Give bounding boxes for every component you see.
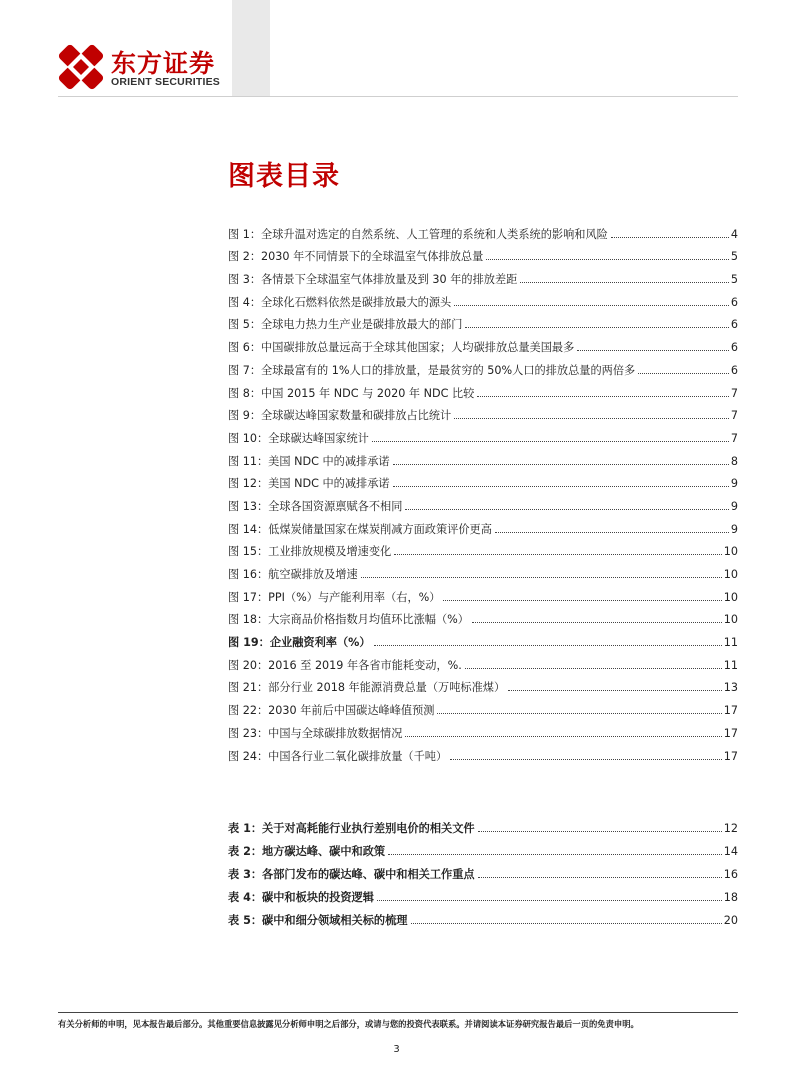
leader-dots <box>450 759 722 760</box>
figure-entry[interactable] <box>228 331 738 354</box>
figure-entry-page[interactable]: 7 <box>730 431 738 445</box>
figure-entry[interactable] <box>228 536 738 559</box>
figure-entry-page[interactable]: 17 <box>723 726 738 740</box>
figure-entry[interactable] <box>228 694 738 717</box>
header-divider <box>58 96 738 97</box>
logo-english-name: ORIENT SECURITIES <box>111 76 220 88</box>
leader-dots <box>486 259 729 260</box>
figure-entry-page[interactable]: 6 <box>730 318 738 332</box>
figure-entry-label[interactable]: 图 22：2030 年前后中国碳达峰峰值预测 <box>228 704 435 718</box>
figure-entry-page[interactable]: 5 <box>730 273 738 287</box>
figure-entry[interactable] <box>228 581 738 604</box>
figure-list <box>228 218 738 763</box>
table-entry-page[interactable]: 12 <box>723 822 738 836</box>
figure-entry-label[interactable]: 图 20：2016 至 2019 年各省市能耗变动，%. <box>228 658 462 672</box>
figure-entry-label[interactable]: 图 23：中国与全球碳排放数据情况 <box>228 726 403 740</box>
figure-entry-label[interactable]: 图 1：全球升温对选定的自然系统、人工管理的系统和人类系统的影响和风险 <box>228 227 608 241</box>
figure-entry-page[interactable]: 11 <box>723 636 738 650</box>
figure-entry-page[interactable]: 10 <box>723 568 738 581</box>
figure-entry-page[interactable]: 8 <box>730 454 738 468</box>
figure-entry[interactable] <box>228 604 738 627</box>
orient-logo-icon <box>58 44 104 90</box>
table-entry[interactable] <box>228 881 738 904</box>
table-entry-page[interactable]: 16 <box>723 868 738 882</box>
figure-entry[interactable] <box>228 740 738 763</box>
figure-entry-label[interactable]: 图 6：中国碳排放总量远高于全球其他国家；人均碳排放总量美国最多 <box>228 341 575 355</box>
figure-entry-label[interactable]: 图 21：部分行业 2018 年能源消费总量（万吨标准煤） <box>228 681 506 695</box>
leader-dots <box>520 282 729 283</box>
table-entry-page[interactable]: 20 <box>723 914 738 928</box>
leader-dots <box>361 577 722 578</box>
leader-dots <box>411 923 722 924</box>
company-logo <box>58 44 228 94</box>
figure-entry-page[interactable]: 9 <box>730 477 738 491</box>
leader-dots <box>394 554 722 555</box>
table-entry-label[interactable]: 表 4：碳中和板块的投资逻辑 <box>228 891 374 905</box>
figure-entry-label[interactable]: 图 17：PPI（%）与产能利用率（右，%） <box>228 590 441 604</box>
leader-dots <box>393 486 729 487</box>
figure-entry-label[interactable]: 图 2：2030 年不同情景下的全球温室气体排放总量 <box>228 250 484 264</box>
figure-entry-page[interactable]: 4 <box>730 227 738 241</box>
figure-entry-label[interactable]: 图 5：全球电力热力生产业是碳排放最大的部门 <box>228 318 463 332</box>
leader-dots <box>465 327 728 328</box>
figure-entry[interactable] <box>228 309 738 332</box>
leader-dots <box>495 532 729 533</box>
figure-entry-label[interactable]: 图 11：美国 NDC 中的减排承诺 <box>228 454 390 468</box>
leader-dots <box>611 237 729 238</box>
leader-dots <box>477 396 729 397</box>
header-gray-bar <box>232 0 270 96</box>
table-entry-page[interactable]: 14 <box>723 845 738 859</box>
figure-entry-label[interactable]: 图 7：全球最富有的 1%人口的排放量，是最贫穷的 50%人口的排放总量的两倍多 <box>228 363 636 377</box>
figure-entry-label[interactable]: 图 24：中国各行业二氧化碳排放量（千吨） <box>228 749 448 763</box>
table-entry[interactable] <box>228 858 738 881</box>
figure-entry[interactable] <box>228 263 738 286</box>
figure-entry-label[interactable]: 图 15：工业排放规模及增速变化 <box>228 545 392 559</box>
figure-entry-label[interactable]: 图 14：低煤炭储量国家在煤炭削减方面政策评价更高 <box>228 522 492 536</box>
leader-dots <box>478 877 722 878</box>
figure-entry[interactable] <box>228 649 738 672</box>
figure-entry-page[interactable]: 7 <box>730 386 738 400</box>
figure-entry[interactable] <box>228 241 738 264</box>
figure-entry-page[interactable]: 17 <box>723 749 738 763</box>
figure-entry-label[interactable]: 图 8：中国 2015 年 NDC 与 2020 年 NDC 比较 <box>228 386 475 400</box>
figure-entry-page[interactable]: 11 <box>723 658 738 672</box>
leader-dots <box>377 900 722 901</box>
leader-dots <box>465 668 722 669</box>
figure-entry-label[interactable]: 图 16：航空碳排放及增速 <box>228 568 358 581</box>
figure-entry-label[interactable]: 图 19：企业融资利率（%） <box>228 636 371 650</box>
figure-entry[interactable] <box>228 445 738 468</box>
leader-dots <box>472 622 722 623</box>
figure-entry-page[interactable]: 10 <box>723 545 738 559</box>
figure-entry[interactable] <box>228 717 738 740</box>
leader-dots <box>405 509 728 510</box>
figure-entry-label[interactable]: 图 13：全球各国资源禀赋各不相同 <box>228 499 403 513</box>
logo-chinese-name: 东方证券 <box>111 49 216 78</box>
figure-entry[interactable] <box>228 354 738 377</box>
figure-entry-page[interactable]: 6 <box>730 363 738 377</box>
figure-entry-page[interactable]: 9 <box>730 522 738 536</box>
table-entry[interactable] <box>228 904 738 927</box>
figure-entry[interactable] <box>228 286 738 309</box>
figure-entry-page[interactable]: 6 <box>730 341 738 355</box>
table-entry[interactable] <box>228 812 738 835</box>
table-entry-label[interactable]: 表 5：碳中和细分领域相关标的梳理 <box>228 914 408 928</box>
figure-entry-label[interactable]: 图 4：全球化石燃料依然是碳排放最大的源头 <box>228 295 452 309</box>
page-title: 图表目录 <box>228 161 340 192</box>
table-entry-label[interactable]: 表 3：各部门发布的碳达峰、碳中和相关工作重点 <box>228 868 475 882</box>
figure-entry-page[interactable]: 5 <box>730 250 738 264</box>
figure-entry[interactable] <box>228 422 738 445</box>
leader-dots <box>577 350 729 351</box>
leader-dots <box>454 418 729 419</box>
figure-entry[interactable] <box>228 468 738 491</box>
figure-entry-label[interactable]: 图 18：大宗商品价格指数月均值环比涨幅（%） <box>228 613 469 627</box>
figure-entry[interactable] <box>228 513 738 536</box>
figure-entry-page[interactable]: 6 <box>730 295 738 309</box>
footer-disclaimer: 有关分析师的申明，见本报告最后部分。其他重要信息披露见分析师申明之后部分，或请与您的投资代表联系。并请阅读本证券研究报告最后一页的免责申明。 <box>58 1019 639 1029</box>
table-entry-page[interactable]: 18 <box>723 891 738 905</box>
leader-dots <box>388 854 722 855</box>
figure-entry-label[interactable]: 图 10：全球碳达峰国家统计 <box>228 431 369 445</box>
figure-entry[interactable] <box>228 400 738 423</box>
table-entry-label[interactable]: 表 2：地方碳达峰、碳中和政策 <box>228 845 386 859</box>
figure-entry-page[interactable]: 7 <box>730 409 738 423</box>
leader-dots <box>405 736 721 737</box>
figure-entry-page[interactable]: 10 <box>723 590 738 604</box>
footer-divider <box>58 1012 738 1013</box>
figure-entry[interactable] <box>228 558 738 581</box>
leader-dots <box>372 441 729 442</box>
leader-dots <box>393 464 729 465</box>
figure-entry[interactable] <box>228 672 738 695</box>
figure-entry-label[interactable]: 图 9：全球碳达峰国家数量和碳排放占比统计 <box>228 409 452 423</box>
table-entry[interactable] <box>228 835 738 858</box>
figure-entry[interactable] <box>228 490 738 513</box>
figure-entry-label[interactable]: 图 3：各情景下全球温室气体排放量及到 30 年的排放差距 <box>228 273 518 287</box>
table-list <box>228 812 738 927</box>
figure-entry-page[interactable]: 9 <box>730 499 738 513</box>
figure-entry[interactable] <box>228 377 738 400</box>
leader-dots <box>454 305 729 306</box>
leader-dots <box>638 373 729 374</box>
leader-dots <box>508 690 722 691</box>
leader-dots <box>443 600 721 601</box>
figure-entry[interactable] <box>228 626 738 649</box>
figure-entry-page[interactable]: 13 <box>723 681 738 695</box>
leader-dots <box>374 645 722 646</box>
figure-entry-page[interactable]: 17 <box>723 704 738 718</box>
figure-entry[interactable] <box>228 218 738 241</box>
figure-entry-label[interactable]: 图 12：美国 NDC 中的减排承诺 <box>228 477 390 491</box>
leader-dots <box>437 713 721 714</box>
figure-entry-page[interactable]: 10 <box>723 613 738 627</box>
leader-dots <box>478 831 722 832</box>
table-entry-label[interactable]: 表 1：关于对高耗能行业执行差别电价的相关文件 <box>228 822 475 836</box>
page-number: 3 <box>393 1044 400 1055</box>
